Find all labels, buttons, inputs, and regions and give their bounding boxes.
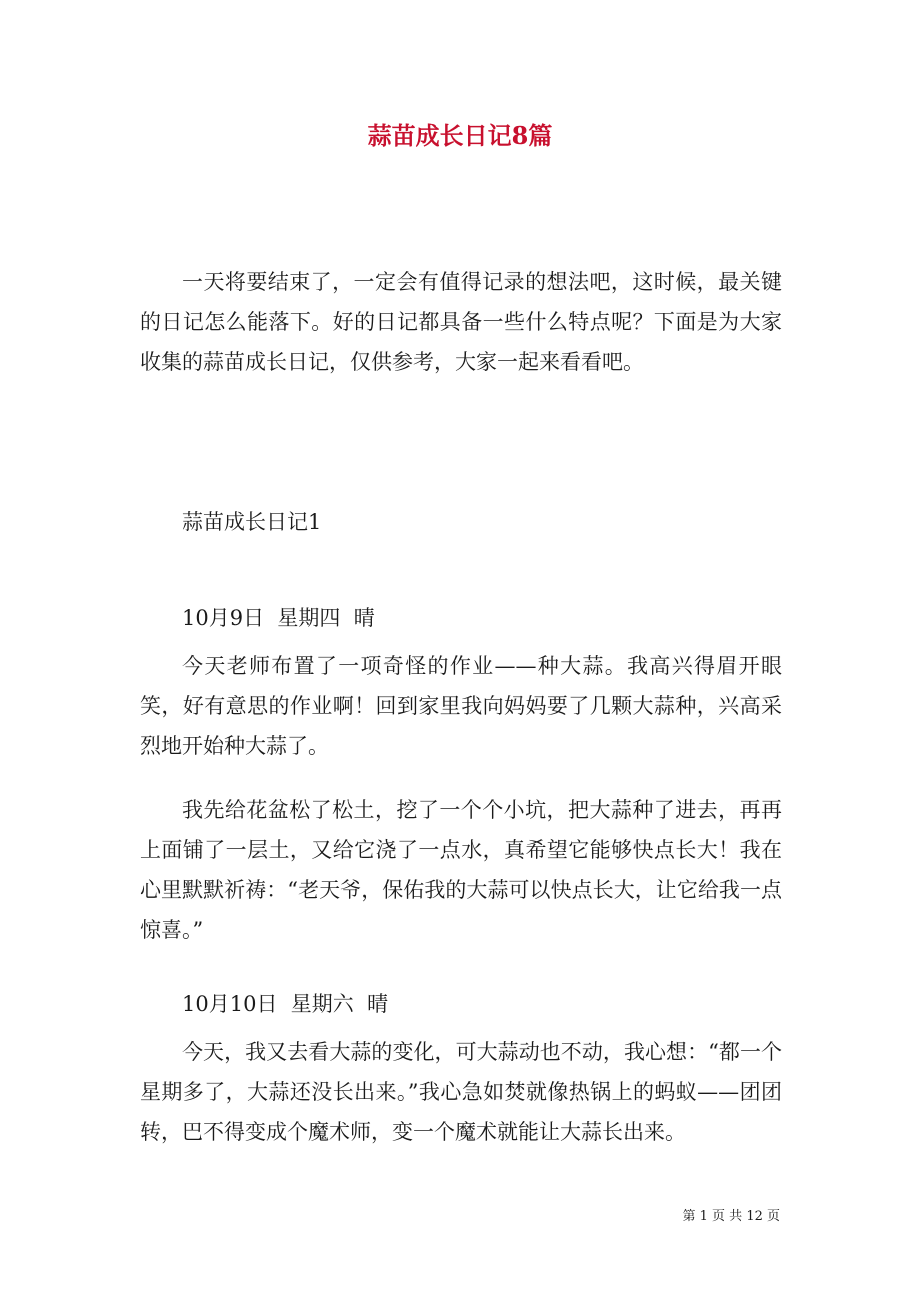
- page-footer: 第 1 页 共 12 页: [682, 1209, 780, 1224]
- entry-date: 10月10日 星期六 晴: [182, 992, 389, 1016]
- document-title: 蒜苗成长日记8篇: [367, 121, 553, 150]
- entry-date: 10月9日 星期四 晴: [182, 606, 375, 630]
- entry-paragraph: 今天老师布置了一项奇怪的作业——种大蒜。我高兴得眉开眼笑，好有意思的作业啊！回到家里我向妈妈要了几颗大蒜种，兴高采烈地开始种大蒜了。: [140, 654, 782, 758]
- intro-paragraph: 一天将要结束了，一定会有值得记录的想法吧，这时候，最关键的日记怎么能落下。好的日记都具备一些什么特点呢？下面是为大家收集的蒜苗成长日记，仅供参考，大家一起来看看吧。: [140, 270, 782, 374]
- entry-paragraph: 我先给花盆松了松土，挖了一个个小坑，把大蒜种了进去，再再上面铺了一层土，又给它浇了一点水，真希望它能够快点长大！我在心里默默祈祷：“老天爷，保佑我的大蒜可以快点长大，让它给我一点惊喜。”: [140, 798, 782, 942]
- section-heading: 蒜苗成长日记1: [182, 510, 322, 534]
- entry-paragraph: 今天，我又去看大蒜的变化，可大蒜动也不动，我心想：“都一个星期多了，大蒜还没长出来。”我心急如焚就像热锅上的蚂蚁——团团转，巴不得变成个魔术师，变一个魔术就能让大蒜长出来。: [140, 1040, 782, 1144]
